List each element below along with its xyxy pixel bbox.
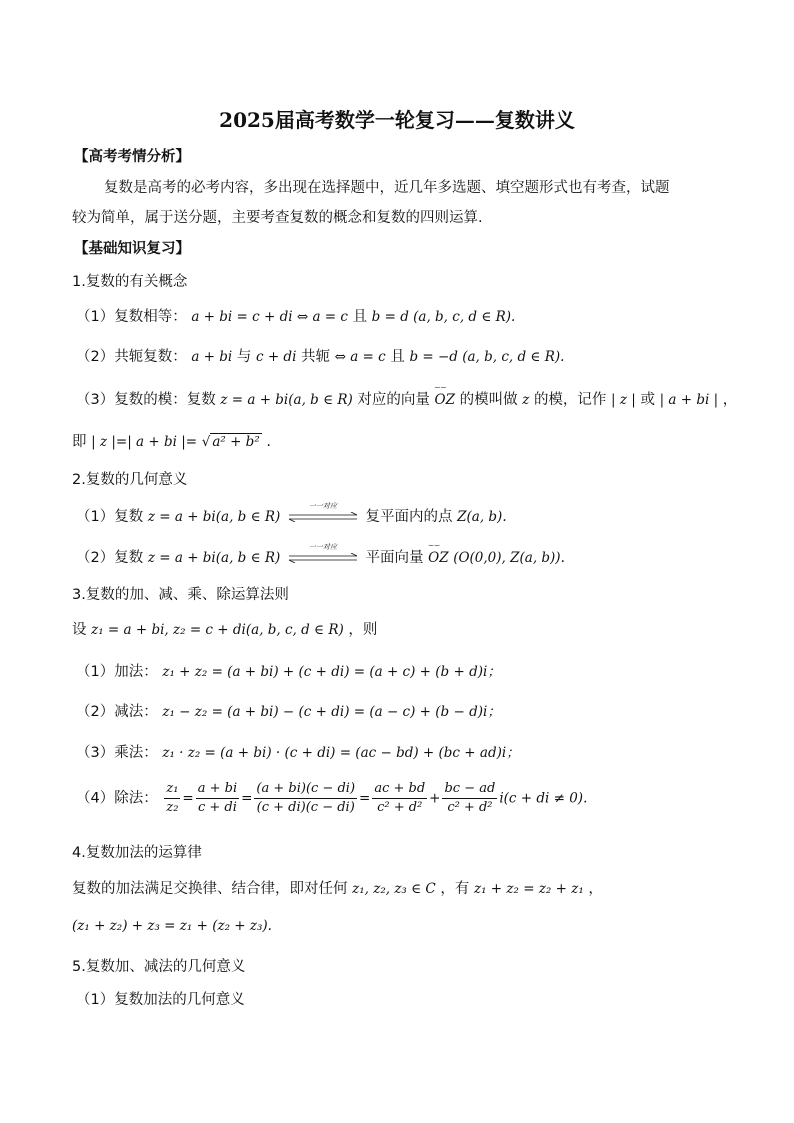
modulus-formula-prefix: 即 (72, 434, 87, 450)
and-text-2: 且 (390, 349, 405, 365)
with-text: 与 (236, 349, 252, 365)
complex-equality-line (76, 305, 515, 326)
complex-equality-formula: a + bi = c + di ⇔ a = c (191, 309, 348, 325)
division-fraction-3: $\frac{(a + bi)(c - di)}{(c + di)(c - di)}$ (256, 781, 356, 815)
one-to-one-arrow-2 (287, 543, 359, 567)
operations-setup-line (72, 618, 377, 639)
division-fraction-2: $\frac{a + bi}{c + di}$ (197, 781, 238, 815)
topic-heading-geometry: 2.复数的几何意义 (72, 472, 188, 488)
geometry-point-math: z = a + bi(a, b ∈ R) (147, 509, 281, 525)
division-fraction-1: $\frac{\text{z₁}}{\text{z₂}}$ (166, 781, 179, 815)
addition-laws-line-1 (72, 877, 603, 898)
geometry-point-label: （1）复数 (76, 509, 144, 525)
modulus-line (76, 383, 738, 409)
conjugate-math-2: c + di (255, 349, 297, 365)
modulus-label: （3）复数的模：复数 (76, 392, 216, 408)
addition-geometry-subheading: （1）复数加法的几何意义 (76, 992, 245, 1008)
complex-equality-formula-2: b = d (a, b, c, d ∈ R). (371, 309, 516, 325)
analysis-paragraph-line-2: 较为简单，属于送分题，主要考查复数的概念和复数的四则运算. (72, 210, 483, 226)
double-arrow-icon-2 (287, 553, 359, 563)
sqrt-sign: √ (201, 434, 211, 450)
addition-formula: z₁ + z₂ = (a + bi) + (c + di) = (a + c) + (b + d)i； (162, 664, 501, 680)
addition-line (76, 660, 501, 681)
setup-prefix: 设 (72, 622, 87, 638)
complex-equality-label: （1）复数相等： (76, 309, 187, 325)
setup-end: ，则 (348, 622, 378, 638)
modulus-text-1: 对应的向量 (357, 392, 430, 408)
modulus-formula-line (72, 430, 271, 451)
modulus-text-3: 的模，记作 (533, 392, 607, 408)
addition-laws-mid: ，有 (440, 881, 470, 897)
section-heading-basics: 【基础知识复习】 (74, 241, 190, 257)
one-to-one-label-2: 一一对应 (308, 543, 337, 551)
geometry-vector-math: z = a + bi(a, b ∈ R) (147, 550, 281, 566)
geometry-point-line (76, 502, 507, 526)
vector-oz-text: OZ (434, 392, 455, 408)
division-line: （4）除法： $\frac{\text{z₁}}{\text{z₂}}$ = $\frac{a + bi}{c + di}$ = $\frac{(a + bi)(c - di)}{(c + di)(c - di)}$ = $\frac{ac + bd}{\text{c² + d²}}$ + $\frac{bc - ad}{\text{c² + d²}}$ i(c + di ≠ 0). (76, 781, 588, 815)
addition-laws-math-2: z₁ + z₂ = z₂ + z₁ (473, 881, 584, 897)
one-to-one-label: 一一对应 (308, 502, 337, 510)
subtraction-label: （2）减法： (76, 704, 158, 720)
topic-heading-addition-laws: 4.复数加法的运算律 (72, 845, 202, 861)
conjugate-math-1: a + bi (191, 349, 233, 365)
subtraction-line (76, 700, 501, 721)
conjugate-text: 共轭 (301, 349, 330, 365)
division-label: （4）除法： (76, 790, 158, 807)
modulus-z: z (522, 392, 530, 408)
geometry-vector-label: （2）复数 (76, 550, 144, 566)
modulus-math-3: | a + bi | (659, 392, 719, 408)
vector-oz-2: ⌣⌣ OZ (428, 541, 449, 566)
geometry-vector-text: 平面向量 (365, 550, 424, 566)
addition-laws-end: ， (588, 881, 603, 897)
modulus-math-2: | z | (611, 392, 636, 408)
addition-laws-line-2 (72, 918, 272, 934)
topic-heading-add-sub-geometry: 5.复数加、减法的几何意义 (72, 959, 246, 975)
geometry-vector-line (76, 541, 565, 567)
geometry-point-text: 复平面内的点 (365, 509, 453, 525)
division-fraction-4: $\frac{ac + bd}{\text{c² + d²}}$ (374, 781, 426, 815)
modulus-formula-end: . (266, 434, 271, 450)
addition-laws-math-1: z₁, z₂, z₃ ∈ C (352, 881, 436, 897)
conjugate-math-3: ⇔ a = c (334, 349, 386, 365)
section-heading-analysis: 【高考考情分析】 (74, 149, 190, 165)
or-text: 或 (640, 392, 655, 408)
and-text: 且 (352, 309, 368, 325)
conjugate-math-4: b = −d (a, b, c, d ∈ R). (409, 349, 565, 365)
sqrt-content: a² + b² (212, 434, 260, 450)
double-arrow-icon (287, 512, 359, 522)
modulus-math-1: z = a + bi(a, b ∈ R) (220, 392, 353, 408)
vector-oz-2-text: OZ (428, 550, 449, 566)
conjugate-line (76, 345, 564, 366)
multiplication-label: （3）乘法： (76, 745, 158, 761)
analysis-paragraph-line-1: 复数是高考的必考内容，多出现在选择题中，近几年多选题、填空题形式也有考查，试题 (104, 180, 670, 196)
subtraction-formula: z₁ − z₂ = (a + bi) − (c + di) = (a − c) + (b − d)i； (162, 704, 501, 720)
addition-label: （1）加法： (76, 664, 158, 680)
page-title: 2025届高考数学一轮复习——复数讲义 (219, 108, 575, 132)
multiplication-formula: z₁ · z₂ = (a + bi) · (c + di) = (ac − bd) + (bc + ad)i； (162, 745, 520, 761)
geometry-vector-math-2: (O(0,0), Z(a, b)). (453, 550, 565, 566)
modulus-text-2: 的模叫做 (459, 392, 518, 408)
topic-heading-concepts: 1.复数的有关概念 (72, 274, 188, 290)
associative-formula: (z₁ + z₂) + z₃ = z₁ + (z₂ + z₃). (72, 918, 272, 934)
setup-math: z₁ = a + bi, z₂ = c + di(a, b, c, d ∈ R) (91, 622, 344, 638)
multiplication-line (76, 741, 520, 762)
addition-laws-text: 复数的加法满足交换律、结合律，即对任何 (72, 881, 348, 897)
modulus-end: ， (722, 392, 738, 408)
topic-heading-operations: 3.复数的加、减、乘、除运算法则 (72, 587, 289, 603)
modulus-formula: | z |=| a + bi |= (91, 434, 198, 450)
division-tail: i(c + di ≠ 0). (499, 790, 588, 807)
vector-oz: ⌣⌣ OZ (434, 383, 455, 408)
geometry-point-math-2: Z(a, b). (457, 509, 507, 525)
one-to-one-arrow (287, 502, 359, 526)
division-fraction-5: $\frac{bc - ad}{\text{c² + d²}}$ (444, 781, 496, 815)
conjugate-label: （2）共轭复数： (76, 349, 187, 365)
